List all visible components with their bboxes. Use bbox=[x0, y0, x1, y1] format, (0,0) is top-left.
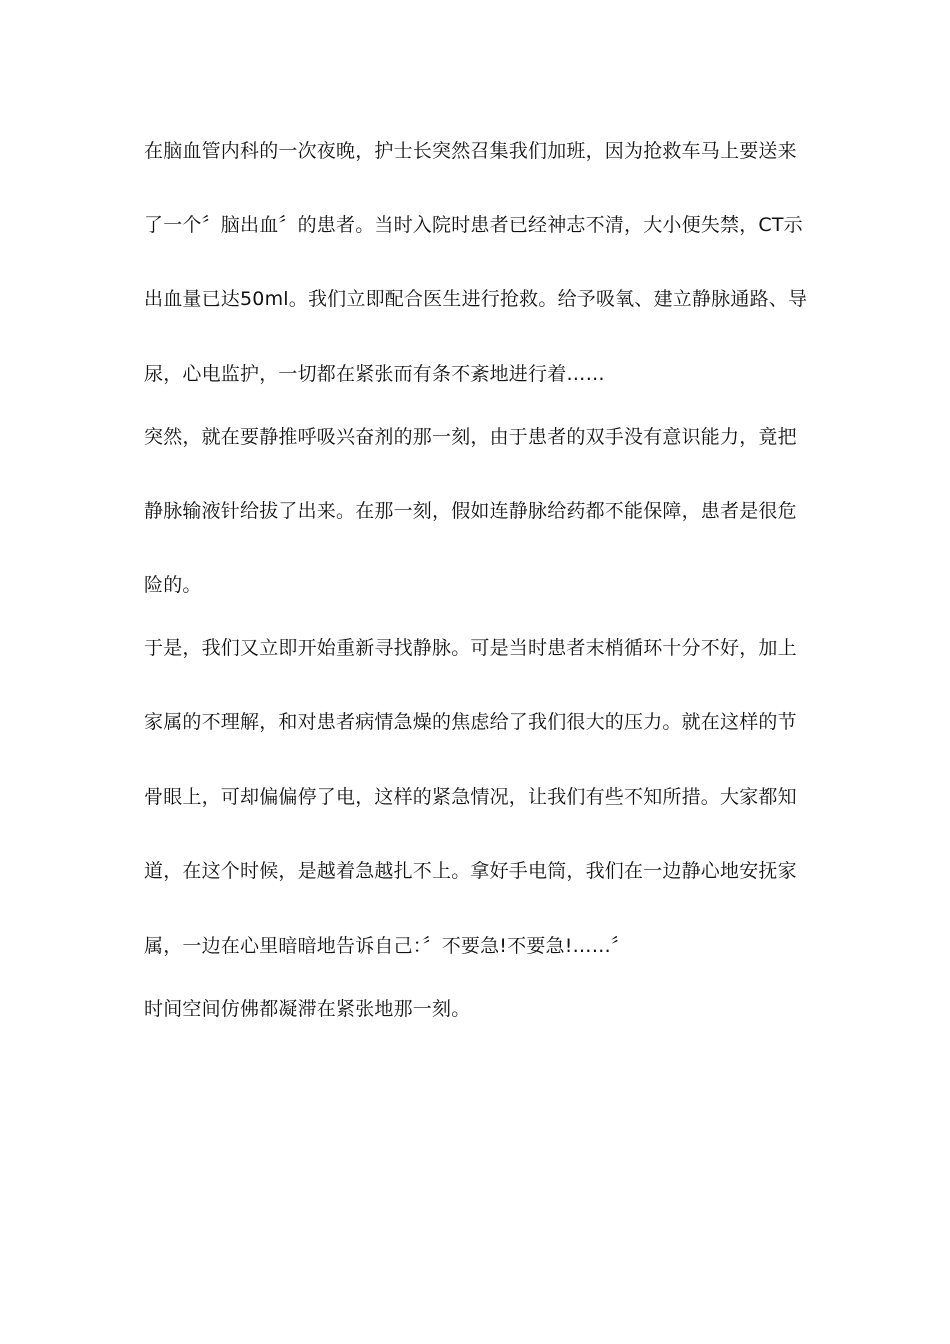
text-line: 尿，心电监护，一切都在紧张而有条不紊地进行着…… bbox=[144, 363, 605, 385]
text-line: 险的。 bbox=[144, 574, 202, 596]
text-line: 在脑血管内科的一次夜晚，护士长突然召集我们加班，因为抢救车马上要送来 bbox=[144, 140, 797, 162]
text-line: 静脉输液针给拔了出来。在那一刻，假如连静脉给药都不能保障，患者是很危 bbox=[144, 500, 797, 522]
text-line: 道，在这个时候，是越着急越扎不上。拿好手电筒，我们在一边静心地安抚家 bbox=[144, 860, 797, 882]
text-line: 家属的不理解，和对患者病情急燥的焦虑给了我们很大的压力。就在这样的节 bbox=[144, 711, 797, 733]
text-line: 出血量已达50ml。我们立即配合医生进行抢救。给予吸氧、建立静脉通路、导 bbox=[144, 288, 808, 310]
text-line: 骨眼上，可却偏偏停了电，这样的紧急情况，让我们有些不知所措。大家都知 bbox=[144, 786, 797, 808]
text-line: 时间空间仿佛都凝滞在紧张地那一刻。 bbox=[144, 998, 471, 1020]
text-line: 了一个〞脑出血〞的患者。当时入院时患者已经神志不清，大小便失禁，CT示 bbox=[144, 214, 803, 236]
text-line: 突然，就在要静推呼吸兴奋剂的那一刻，由于患者的双手没有意识能力，竟把 bbox=[144, 426, 797, 448]
text-line: 于是，我们又立即开始重新寻找静脉。可是当时患者末梢循环十分不好，加上 bbox=[144, 637, 797, 659]
text-line: 属，一边在心里暗暗地告诉自己：〞不要急!不要急!……〞 bbox=[144, 935, 631, 957]
